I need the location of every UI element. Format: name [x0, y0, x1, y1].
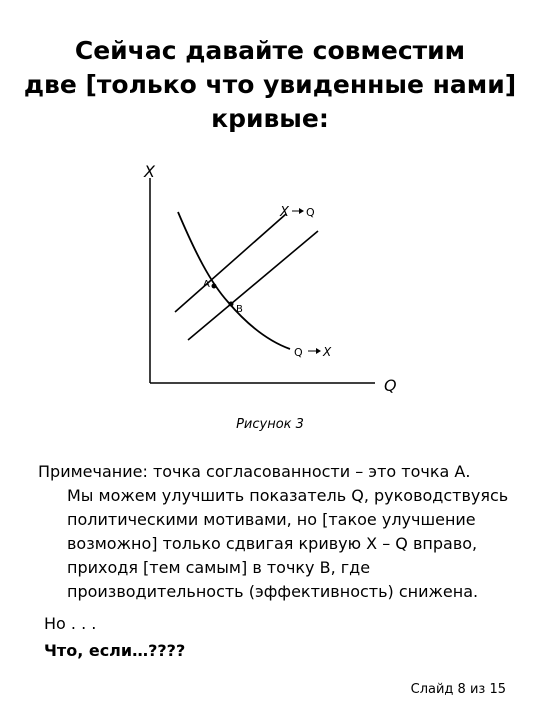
figure-caption: Рисунок 3	[236, 417, 304, 432]
note-line-5: приходя [тем самым] в точку В, где	[67, 558, 371, 577]
note-line-3: политическими мотивами, но [такое улучшение	[67, 510, 476, 529]
note-paragraph	[38, 460, 518, 604]
point-b-dot	[229, 302, 234, 307]
title-line-1: Сейчас давайте совместим	[74, 36, 466, 65]
curve-xq-label-x: X	[280, 205, 289, 220]
point-b-label: B	[236, 304, 243, 315]
x-axis-label: Q	[384, 376, 397, 395]
curve-decreasing	[178, 212, 290, 349]
line-upper	[175, 214, 286, 312]
title-line-3: кривые:	[211, 104, 329, 133]
note-line-4: возможно] только сдвигая кривую X – Q вправо,	[67, 534, 478, 553]
note-line-1: Примечание: точка согласованности – это точка А.	[38, 462, 471, 481]
curve-qx-label-q: Q	[294, 346, 303, 359]
curve-qx-label-x: X	[323, 345, 332, 359]
question-line: Что, если…????	[44, 641, 186, 660]
curves-diagram	[0, 150, 540, 400]
point-a-dot	[212, 284, 217, 289]
note-line-6: производительность (эффективность) снижена.	[67, 582, 479, 601]
slide-title	[0, 34, 540, 136]
arrow-xq-head	[299, 208, 304, 214]
slide-counter: Слайд 8 из 15	[410, 682, 506, 697]
y-axis-label: X	[144, 162, 155, 181]
note-line-2: Мы можем улучшить показатель Q, руководствуясь	[67, 486, 509, 505]
title-line-2: две [только что увиденные нами]	[23, 70, 517, 99]
point-a-label: A	[203, 279, 210, 290]
arrow-qx-head	[316, 348, 321, 354]
curve-xq-label-q: Q	[306, 206, 315, 219]
but-line: Но . . .	[44, 614, 97, 633]
